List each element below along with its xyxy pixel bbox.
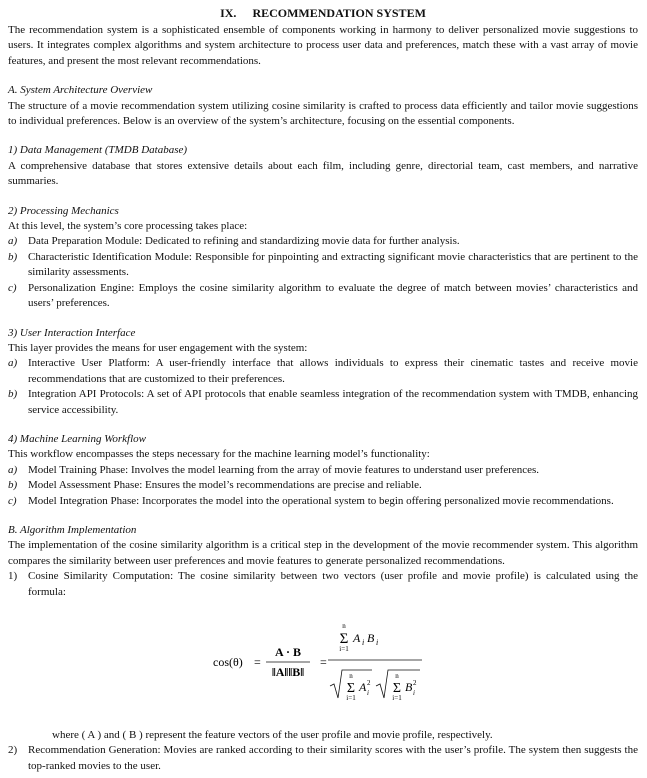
list-item bbox=[8, 463, 638, 478]
item-label: b) bbox=[8, 250, 18, 263]
denominator-sup-b: 2 bbox=[413, 679, 417, 687]
item-text: Integration API Protocols: A set of API protocols that enable seamless integration of the recommendation system with TMDB, enhancing service accessibility. bbox=[28, 388, 638, 416]
formula-numerator-1: A · B bbox=[274, 645, 302, 659]
list-item bbox=[8, 250, 638, 281]
processing-intro: At this level, the system’s core processing takes place: bbox=[8, 220, 248, 233]
item-text: Model Integration Phase: Incorporates the model into the operational system to begin offering personalized movie recommendations. bbox=[28, 494, 614, 507]
list-item bbox=[8, 281, 638, 312]
item-label: 2) bbox=[8, 744, 18, 757]
item-text: Cosine Similarity Computation: The cosine similarity between two vectors (user profile and movie profile) is calculated using the formula: bbox=[28, 570, 638, 598]
list-item bbox=[8, 494, 638, 509]
item-label: c) bbox=[8, 494, 17, 507]
sum-lower-limit: i=1 bbox=[392, 694, 402, 702]
formula-lhs: cos(θ) bbox=[213, 655, 243, 669]
item-text: Personalization Engine: Employs the cosine similarity algorithm to evaluate the degree of match between movies’ characteristics and users’ preferences. bbox=[28, 281, 638, 310]
cosine-formula bbox=[8, 606, 638, 724]
item-label: a) bbox=[8, 463, 18, 476]
formula-where-text: where ( A ) and ( B ) represent the feature vectors of the user profile and movie profile, respectively. bbox=[52, 729, 493, 741]
section-intro: The recommendation system is a sophisticated ensemble of components working in harmony to deliver personalized movie suggestions to users. It integrates complex algorithms and system architecture to process user data and preferences, match these with a vast array of movie features, and present the most relevant recommendations. bbox=[8, 24, 638, 67]
list-item bbox=[8, 234, 638, 249]
heading-processing: 2) Processing Mechanics bbox=[8, 204, 119, 217]
data-management-text: A comprehensive database that stores extensive details about each film, including genre, directorial team, cast members, and narrative summaries. bbox=[8, 159, 638, 188]
denominator-sup-a: 2 bbox=[367, 679, 371, 687]
formula-svg bbox=[8, 606, 638, 724]
numerator-term-b: B bbox=[367, 631, 375, 645]
denominator-term-a: A bbox=[359, 680, 367, 694]
processing-list bbox=[8, 234, 638, 311]
paper-page bbox=[8, 6, 638, 774]
sum-upper-limit: n bbox=[349, 672, 353, 680]
formula-denominator-1: ‖A‖‖B‖ bbox=[271, 665, 305, 679]
item-label: a) bbox=[8, 357, 18, 370]
item-text: Data Preparation Module: Dedicated to refining and standardizing movie data for further analysis. bbox=[28, 235, 460, 248]
formula-equals-1: = bbox=[254, 655, 261, 669]
numerator-sub-a: i bbox=[362, 638, 365, 647]
list-item bbox=[8, 743, 638, 774]
sigma-icon: Σ bbox=[339, 631, 349, 647]
heading-user-interface: 3) User Interaction Interface bbox=[8, 326, 136, 339]
ml-intro: This workflow encompasses the steps necessary for the machine learning model’s functionality: bbox=[8, 448, 430, 461]
item-text: Model Training Phase: Involves the model learning from the array of movie features to understand user preferences. bbox=[28, 463, 540, 476]
arch-intro: The structure of a movie recommendation system utilizing cosine similarity is crafted to process data efficiently and tailor movie suggestions to individual preferences. Below is an overview of the system’s architecture, focusing on the essential components. bbox=[8, 99, 638, 128]
item-label: c) bbox=[8, 281, 17, 294]
sigma-icon: Σ bbox=[346, 681, 356, 696]
sum-upper-limit: n bbox=[395, 672, 399, 680]
heading-data-management: 1) Data Management (TMDB Database) bbox=[8, 144, 188, 157]
item-label: b) bbox=[8, 479, 18, 492]
section-title-text: RECOMMENDATION SYSTEM bbox=[252, 6, 426, 20]
sigma-icon: Σ bbox=[392, 681, 402, 696]
subsection-heading-a: A. System Architecture Overview bbox=[8, 84, 153, 97]
item-label: a) bbox=[8, 235, 18, 248]
item-label: b) bbox=[8, 388, 18, 401]
denominator-sub-b: i bbox=[413, 689, 415, 697]
numerator-sub-b: i bbox=[376, 638, 379, 647]
sum-lower-limit: i=1 bbox=[346, 694, 356, 702]
list-item bbox=[8, 478, 638, 493]
item-text: Model Assessment Phase: Ensures the model’s recommendations are precise and reliable. bbox=[28, 479, 422, 492]
algo-intro: The implementation of the cosine similarity algorithm is a critical step in the development of the movie recommender system. This algorithm compares the similarity between user preferences and movie features to generate personalized recommendations. bbox=[8, 539, 638, 567]
item-text: Interactive User Platform: A user-friendly interface that allows individuals to express their cinematic tastes and receive movie recommendations that are customized to their preferences. bbox=[28, 357, 638, 385]
denominator-term-b: B bbox=[405, 680, 413, 694]
denominator-sub-a: i bbox=[367, 689, 369, 697]
item-text: Recommendation Generation: Movies are ranked according to their similarity scores with the user’s profile. The system then suggests the top-ranked movies to the user. bbox=[28, 744, 638, 772]
ml-list bbox=[8, 463, 638, 509]
list-item bbox=[8, 387, 638, 418]
subsection-heading-b: B. Algorithm Implementation bbox=[8, 523, 137, 536]
list-item bbox=[8, 569, 638, 600]
section-title bbox=[8, 6, 638, 21]
section-number: IX. bbox=[220, 6, 237, 20]
list-item bbox=[8, 356, 638, 387]
formula-equals-2: = bbox=[320, 655, 327, 669]
sum-lower-limit: i=1 bbox=[339, 645, 349, 653]
interface-intro: This layer provides the means for user engagement with the system: bbox=[8, 341, 308, 354]
sum-upper-limit: n bbox=[342, 622, 346, 630]
item-label: 1) bbox=[8, 570, 18, 583]
heading-ml-workflow: 4) Machine Learning Workflow bbox=[8, 432, 146, 445]
numerator-term-a: A bbox=[353, 631, 361, 645]
item-text: Characteristic Identification Module: Responsible for pinpointing and extracting significant movie characteristics that are pertinent to the similarity assessments. bbox=[28, 250, 638, 279]
interface-list bbox=[8, 356, 638, 418]
